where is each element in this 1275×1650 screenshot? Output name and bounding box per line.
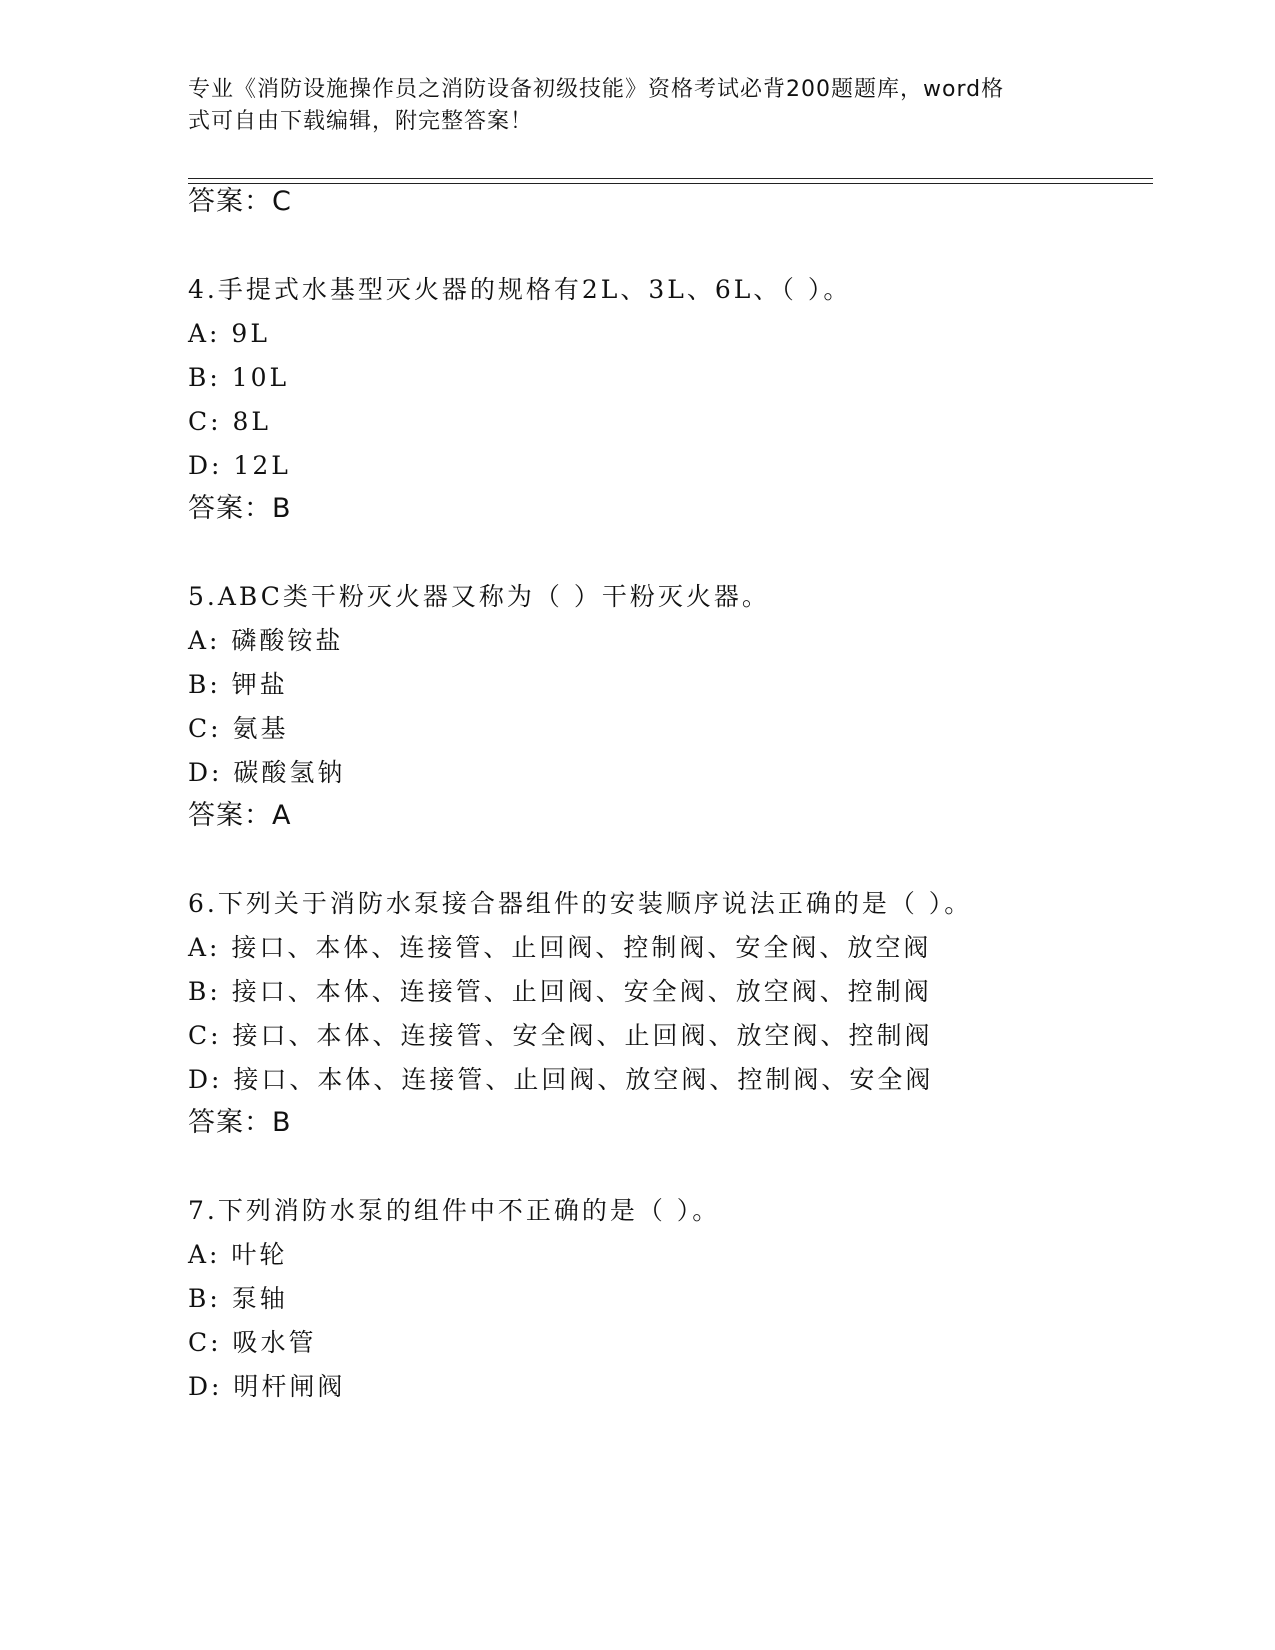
question-stem: 7.下列消防水泵的组件中不正确的是（ ）。: [188, 1196, 721, 1225]
option-d: D: 明杆闸阀: [188, 1372, 346, 1401]
option-d: D: 接口、本体、连接管、止回阀、放空阀、控制阀、安全阀: [188, 1065, 934, 1094]
question-stem: 6.下列关于消防水泵接合器组件的安装顺序说法正确的是（ ）。: [188, 889, 973, 918]
option-b: B: 10L: [188, 363, 290, 392]
answer: 答案：A: [188, 800, 292, 831]
answer: 答案：B: [188, 1107, 292, 1138]
option-b: B: 接口、本体、连接管、止回阀、安全阀、放空阀、控制阀: [188, 977, 932, 1006]
question-stem: 5.ABC类干粉灭火器又称为（ ）干粉灭火器。: [188, 582, 770, 611]
option-c: C: 接口、本体、连接管、安全阀、止回阀、放空阀、控制阀: [188, 1021, 933, 1050]
header-divider-top: [188, 178, 1153, 179]
header-divider-bottom: [188, 183, 1153, 184]
option-c: C: 氨基: [188, 714, 289, 743]
option-c: C: 8L: [188, 407, 272, 436]
option-b: B: 钾盐: [188, 670, 288, 699]
question-stem: 4.手提式水基型灭火器的规格有2L、3L、6L、（ ）。: [188, 275, 852, 304]
header-line-2: 式可自由下载编辑，附完整答案！: [188, 109, 534, 134]
answer: 答案：B: [188, 493, 292, 524]
option-c: C: 吸水管: [188, 1328, 317, 1357]
option-d: D: 12L: [188, 451, 291, 480]
option-a: A: 9L: [188, 319, 270, 348]
option-a: A: 叶轮: [188, 1240, 288, 1269]
document-header: [188, 74, 1068, 138]
option-a: A: 磷酸铵盐: [188, 626, 344, 655]
option-d: D: 碳酸氢钠: [188, 758, 346, 787]
option-b: B: 泵轴: [188, 1284, 288, 1313]
previous-answer: 答案：C: [188, 186, 292, 217]
option-a: A: 接口、本体、连接管、止回阀、控制阀、安全阀、放空阀: [188, 933, 932, 962]
header-line-1: 专业《消防设施操作员之消防设备初级技能》资格考试必背200题题库，word格: [188, 77, 1005, 102]
